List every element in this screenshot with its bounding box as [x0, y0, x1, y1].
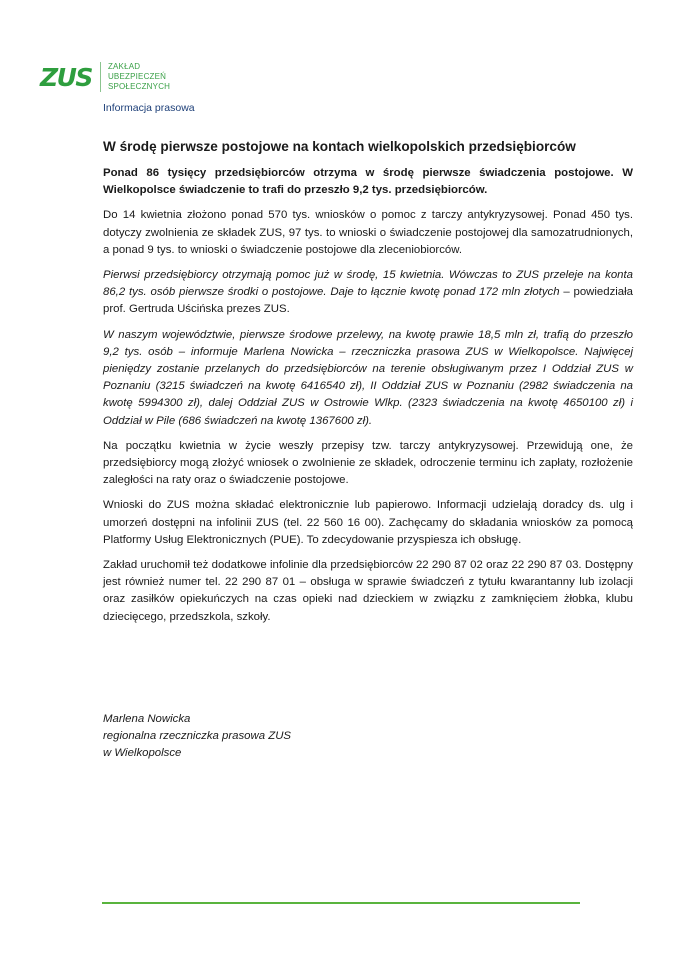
zus-logo	[40, 62, 170, 92]
quote-attribution: – powiedziała prof. Gertruda Uścińska prezes ZUS.	[103, 286, 634, 316]
signature	[103, 711, 291, 763]
lead-paragraph: Ponad 86 tysięcy przedsiębiorców otrzyma w środę pierwsze świadczenia postojowe. W Wielkopolsce świadczenie to trafi do przeszło 9,2 tys. przedsiębiorców.	[103, 167, 633, 197]
paragraph-5: Wnioski do ZUS można składać elektronicznie lub papierowo. Informacji udzielają doradcy ds. ulg i umorzeń dostępni na infolinii ZUS (tel. 22 560 16 00). Zachęcamy do składania wniosków za pomocą Platformy Usług Elektronicznych (PUE). To zdecydowanie przyspiesza ich obsługę.	[103, 499, 633, 546]
quote: Pierwsi przedsiębiorcy otrzymają pomoc już w środę, 15 kwietnia. Wówczas to ZUS przeleje na konta 86,2 tys. osób pierwsze środki o postojowe. Daje to łącznie kwotę ponad 172 mln złotych	[103, 269, 633, 299]
paragraph-3: W naszym województwie, pierwsze środowe przelewy, na kwotę prawie 18,5 mln zł, trafią do przeszło 9,2 tys. osób – informuje Marlena Nowicka – rzeczniczka prasowa ZUS w Wielkopolsce. Najwięcej pieniędzy zostanie przelanych do przedsiębiorców na terenie obsługiwanym przez I Oddział ZUS w Poznaniu (3215 świadczeń na kwotę 6416540 zł), II Oddział ZUS w Poznaniu (2982 świadczenia na kwotę 5994300 zł), dalej Oddział ZUS w Ostrowie Wlkp. (2323 świadczenia na kwotę 4650100 zł) i Oddział w Pile (686 świadczeń na kwotę 1367600 zł).	[103, 328, 633, 427]
paragraph-2	[103, 267, 633, 319]
logo-line-2: UBEZPIECZEŃ	[107, 72, 167, 81]
paragraph-6: Zakład uruchomił też dodatkowe infolinie dla przedsiębiorców 22 290 87 02 oraz 22 290 87 03. Dostępny jest również numer tel. 22 290 87 01 – obsługa w sprawie świadczeń z tytułu kwarantanny lub izolacji oraz zasiłków opiekuńczych na czas opieki nad dzieckiem w związku z zamknięciem żłobka, klubu dziecięcego, przedszkola, szkoły.	[103, 559, 633, 623]
article-body	[103, 138, 633, 634]
section-label: Informacja prasowa	[103, 102, 195, 114]
footer-divider	[102, 902, 580, 904]
article-title: W środę pierwsze postojowe na kontach wielkopolskich przedsiębiorców	[103, 139, 576, 154]
signature-region: w Wielkopolsce	[103, 747, 182, 760]
logo-line-1: ZAKŁAD	[107, 62, 141, 71]
zus-logo-mark: ZUS	[40, 62, 92, 92]
signature-name: Marlena Nowicka	[103, 713, 191, 725]
logo-text	[108, 62, 170, 92]
logo-separator	[100, 62, 101, 92]
paragraph-1: Do 14 kwietnia złożono ponad 570 tys. wniosków o pomoc z tarczy antykryzysowej. Ponad 450 tys. dotyczy zwolnienia ze składek ZUS, 97 tys. to wnioski o świadczenie postojowej dla samozatrudnionych, a ponad 9 tys. to wnioski o świadczenie postojowe dla zleceniobiorców.	[103, 209, 633, 256]
logo-line-3: SPOŁECZNYCH	[107, 82, 171, 91]
signature-role: regionalna rzeczniczka prasowa ZUS	[103, 730, 292, 743]
paragraph-4: Na początku kwietnia w życie weszły przepisy tzw. tarczy antykryzysowej. Przewidują one, że przedsiębiorcy mogą złożyć wniosek o zwolnienie ze składek, odroczenie terminu ich zapłaty, rozłożenie zaległości na raty oraz o świadczenie postojowe.	[103, 439, 633, 487]
